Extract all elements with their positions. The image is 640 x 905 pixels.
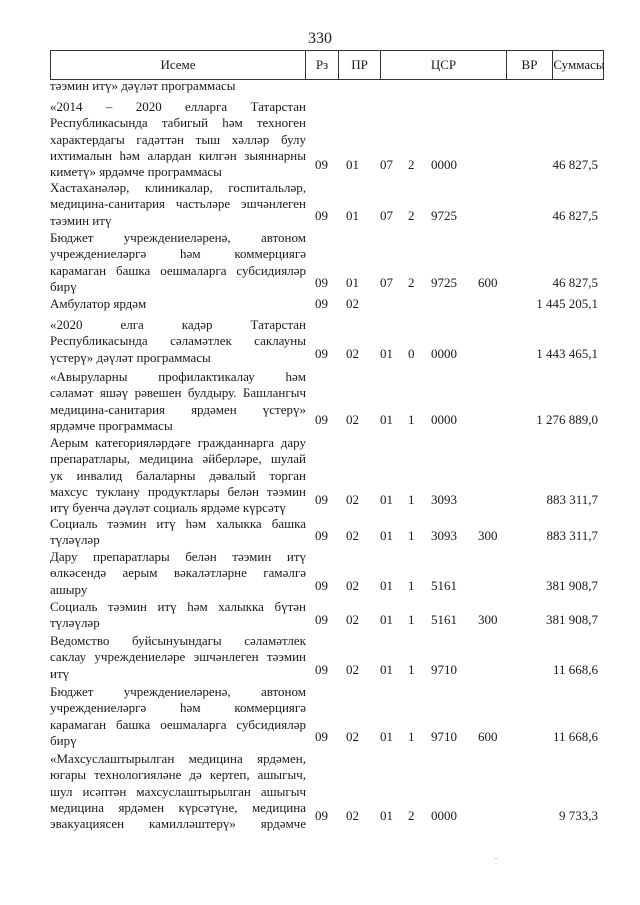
label-line: Социаль тәэмин итү һәм халыкка башка xyxy=(50,516,306,531)
cell-rz: 09 xyxy=(315,662,328,677)
label-line: түләүләр xyxy=(50,615,100,631)
cell-c2: 2 xyxy=(408,275,415,290)
label-line: Бюджет учреждениеләренә, автоном xyxy=(50,684,306,699)
cell-c2: 2 xyxy=(408,808,415,823)
cell-c1: 07 xyxy=(380,208,393,223)
row-label xyxy=(50,99,306,180)
cell-pr: 02 xyxy=(346,662,359,677)
label-line: медицина ярдәмен күрсәтүне, медицина xyxy=(50,799,306,815)
cell-c3: 5161 xyxy=(431,612,457,627)
label-line: карамаган башка оешмаларга субсидияләр xyxy=(50,262,306,278)
cell-vr: 300 xyxy=(478,528,498,543)
label-line: ихтималын һәм алардан килгән зыяннарны xyxy=(50,147,306,163)
cell-rz: 09 xyxy=(315,346,328,361)
cell-rz: 09 xyxy=(315,157,328,172)
label-line: сәламәт яшәү рәвешен булдыру. Башлангыч xyxy=(50,385,306,401)
cell-sum: 381 908,7 xyxy=(546,578,598,593)
cell-rz: 09 xyxy=(315,729,328,744)
cell-c2: 1 xyxy=(408,528,415,543)
cell-rz: 09 xyxy=(315,808,328,823)
cell-c1: 07 xyxy=(380,157,393,172)
cell-rz: 09 xyxy=(315,578,328,593)
cell-c2: 1 xyxy=(408,492,415,507)
cell-c1: 01 xyxy=(380,729,393,744)
cell-sum: 381 908,7 xyxy=(546,612,598,627)
cell-c2: 1 xyxy=(408,412,415,427)
cell-sum: 1 445 205,1 xyxy=(536,296,598,311)
cell-pr: 02 xyxy=(346,528,359,543)
label-line: Республикасында сәламәтлек саклауны xyxy=(50,333,306,349)
cell-sum: 11 668,6 xyxy=(552,662,598,677)
label-line: Республикасында табигый һәм техноген xyxy=(50,115,306,131)
cell-rz: 09 xyxy=(315,296,328,311)
cell-sum: 46 827,5 xyxy=(552,157,598,172)
row-label xyxy=(50,369,306,434)
cell-c1: 01 xyxy=(380,346,393,361)
label-line: итү xyxy=(50,665,70,681)
cell-pr: 02 xyxy=(346,612,359,627)
column-header-csr: ЦСР xyxy=(381,51,507,79)
row-label xyxy=(50,230,306,295)
label-line: бирү xyxy=(50,278,77,294)
cell-c1: 07 xyxy=(380,275,393,290)
label-line: өлкәсендә аерым вәкаләтләрне гамәлгә xyxy=(50,565,306,581)
label-line: Амбулатор ярдәм xyxy=(50,296,147,311)
label-line: медицина-санитария ярдәмен үстерү» xyxy=(50,401,306,417)
cell-pr: 02 xyxy=(346,492,359,507)
label-line: ук инвалид балаларны дәвалый торган xyxy=(50,467,306,483)
label-line: үстерү» дәүләт программасы xyxy=(50,349,211,365)
cell-c3: 0000 xyxy=(431,412,457,427)
cell-rz: 09 xyxy=(315,492,328,507)
label-line: югары технологияләне дә кертеп, ашыгыч, xyxy=(50,767,306,783)
label-line: «Авыруларны профилактикалау һәм xyxy=(50,369,306,384)
label-line: бирү xyxy=(50,732,77,748)
cell-c2: 2 xyxy=(408,208,415,223)
cell-c1: 01 xyxy=(380,662,393,677)
cell-vr: 300 xyxy=(478,612,498,627)
cell-pr: 02 xyxy=(346,346,359,361)
scan-speck xyxy=(495,858,497,859)
table-header xyxy=(50,50,604,80)
label-line: Социаль тәэмин итү һәм халыкка бүтән xyxy=(50,599,306,614)
cell-pr: 02 xyxy=(346,578,359,593)
cell-c1: 01 xyxy=(380,412,393,427)
cell-c2: 1 xyxy=(408,662,415,677)
label-line: ярдәмче программасы xyxy=(50,417,173,433)
label-line: карамаган башка оешмаларга субсидияләр xyxy=(50,716,306,732)
label-line: ашыру xyxy=(50,581,88,597)
column-header-pr: ПР xyxy=(339,51,381,79)
cell-rz: 09 xyxy=(315,528,328,543)
label-line: тәэмин итү» дәүләт программасы xyxy=(50,78,236,93)
cell-pr: 01 xyxy=(346,157,359,172)
label-line: характердагы гадәттән тыш хәлләр булу xyxy=(50,131,306,147)
cell-sum: 1 276 889,0 xyxy=(536,412,598,427)
row-label xyxy=(50,317,306,366)
row-label xyxy=(50,684,306,749)
column-header-rz: Рз xyxy=(306,51,339,79)
row-label xyxy=(50,633,306,682)
cell-sum: 9 733,3 xyxy=(559,808,598,823)
cell-c2: 0 xyxy=(408,346,415,361)
cell-c3: 0000 xyxy=(431,346,457,361)
cell-c3: 5161 xyxy=(431,578,457,593)
label-line: тәэмин итү xyxy=(50,212,112,228)
cell-rz: 09 xyxy=(315,612,328,627)
label-line: киметү» ярдәмче программасы xyxy=(50,164,222,180)
label-line: учреждениеләргә һәм коммерциягә xyxy=(50,700,306,716)
page-number: 330 xyxy=(308,30,332,47)
cell-c3: 9725 xyxy=(431,275,457,290)
label-line: Хастаханәләр, клиникалар, госпитальләр, xyxy=(50,180,306,195)
cell-c2: 1 xyxy=(408,729,415,744)
label-line: медицина-санитария частьләре эшчәнлеген xyxy=(50,196,306,212)
row-label xyxy=(50,751,306,832)
cell-pr: 02 xyxy=(346,296,359,311)
label-line: препаратлары, медицина әйберләре, шулай xyxy=(50,451,306,467)
label-line: шул исәптән махсуслаштырылган ашыгыч xyxy=(50,783,306,799)
cell-c2: 1 xyxy=(408,578,415,593)
label-line: эвакуациясен камилләштерү» ярдәмче xyxy=(50,816,306,832)
label-line: Аерым категорияләрдәге гражданнарга дару xyxy=(50,435,306,450)
label-line: итү буенча дәүләт социаль ярдәме күрсәтү xyxy=(50,500,286,516)
label-line: Бюджет учреждениеләренә, автоном xyxy=(50,230,306,245)
cell-vr: 600 xyxy=(478,275,498,290)
row-label xyxy=(50,549,306,598)
cell-pr: 01 xyxy=(346,208,359,223)
row-label xyxy=(50,599,306,632)
cell-c3: 3093 xyxy=(431,492,457,507)
cell-c1: 01 xyxy=(380,612,393,627)
label-line: «Махсуслаштырылган медицина ярдәмен, xyxy=(50,751,306,766)
label-line: учреждениеләргә һәм коммерциягә xyxy=(50,246,306,262)
cell-c3: 9710 xyxy=(431,729,457,744)
cell-c3: 9725 xyxy=(431,208,457,223)
cell-c1: 01 xyxy=(380,492,393,507)
cell-pr: 02 xyxy=(346,412,359,427)
cell-sum: 1 443 465,1 xyxy=(536,346,598,361)
label-line: «2020 елга кадәр Татарстан xyxy=(50,317,306,332)
cell-sum: 883 311,7 xyxy=(546,492,598,507)
cell-pr: 02 xyxy=(346,729,359,744)
cell-c3: 0000 xyxy=(431,157,457,172)
cell-c1: 01 xyxy=(380,808,393,823)
cell-sum: 11 668,6 xyxy=(552,729,598,744)
row-label xyxy=(50,516,306,549)
cell-vr: 600 xyxy=(478,729,498,744)
cell-c3: 0000 xyxy=(431,808,457,823)
column-header-sum: Суммасы xyxy=(553,57,605,72)
cell-c3: 9710 xyxy=(431,662,457,677)
cell-rz: 09 xyxy=(315,412,328,427)
label-line: «2014 – 2020 елларга Татарстан xyxy=(50,99,306,114)
cell-sum: 46 827,5 xyxy=(552,208,598,223)
row-label xyxy=(50,435,306,516)
label-line: саклау учреждениеләре эшчәнлеген тәэмин xyxy=(50,649,306,665)
label-line: махсус туклану продуктлары белән тәэмин xyxy=(50,483,306,499)
column-header-name: Исеме xyxy=(51,51,306,79)
column-header-vr: ВР xyxy=(507,51,553,79)
cell-c1: 01 xyxy=(380,578,393,593)
row-label xyxy=(50,296,306,312)
cell-rz: 09 xyxy=(315,275,328,290)
cell-sum: 883 311,7 xyxy=(546,528,598,543)
cell-sum: 46 827,5 xyxy=(552,275,598,290)
cell-rz: 09 xyxy=(315,208,328,223)
cell-c3: 3093 xyxy=(431,528,457,543)
label-line: Дару препаратлары белән тәэмин итү xyxy=(50,549,306,564)
cell-c2: 2 xyxy=(408,157,415,172)
cell-pr: 01 xyxy=(346,275,359,290)
cell-c1: 01 xyxy=(380,528,393,543)
cell-pr: 02 xyxy=(346,808,359,823)
row-label xyxy=(50,78,306,94)
row-label xyxy=(50,180,306,229)
label-line: түләүләр xyxy=(50,532,100,548)
label-line: Ведомство буйсынуындагы сәламәтлек xyxy=(50,633,306,648)
cell-c2: 1 xyxy=(408,612,415,627)
